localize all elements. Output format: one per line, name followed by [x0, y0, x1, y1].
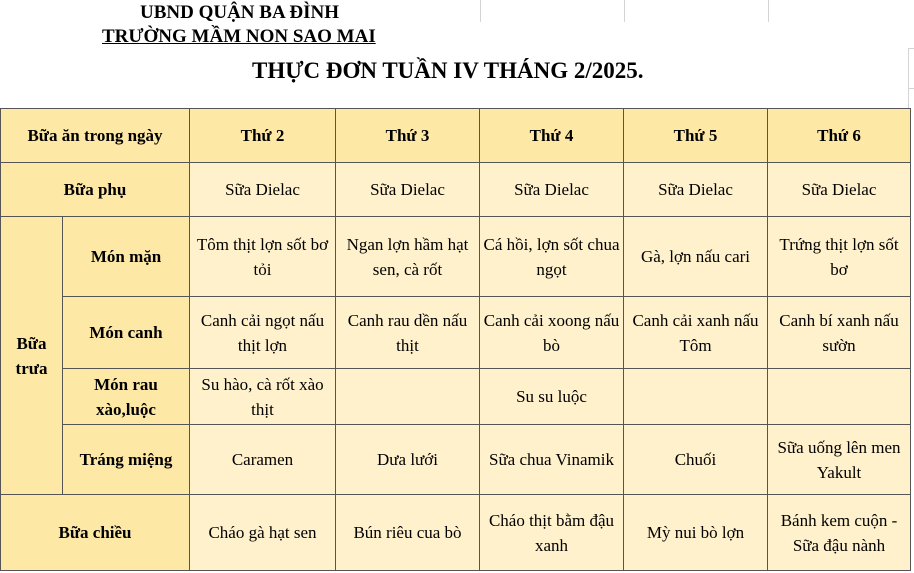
menu-cell: Canh cải ngọt nấu thịt lợn: [190, 297, 336, 369]
menu-cell: [624, 369, 768, 425]
corner-label: Bữa ăn trong ngày: [1, 109, 190, 163]
day-header: Thứ 3: [336, 109, 480, 163]
table-row: [1, 163, 911, 217]
menu-cell: [768, 369, 911, 425]
menu-cell: Su su luộc: [480, 369, 624, 425]
menu-cell: Sữa Dielac: [624, 163, 768, 217]
org-name: UBND QUẬN BA ĐÌNH: [140, 2, 339, 23]
weekly-menu-table: [0, 108, 911, 571]
meal-label: [1, 217, 63, 495]
dish-type-label: [63, 369, 190, 425]
menu-cell: Gà, lợn nấu cari: [624, 217, 768, 297]
sheet-gridline: [624, 0, 625, 22]
table-header-row: [1, 109, 911, 163]
menu-cell: Su hào, cà rốt xào thịt: [190, 369, 336, 425]
sheet-gridline: [908, 48, 909, 108]
menu-cell: Sữa Dielac: [768, 163, 911, 217]
meal-label: Bữa phụ: [1, 163, 190, 217]
sheet-gridline: [480, 0, 481, 22]
menu-cell: Sữa uống lên men Yakult: [768, 425, 911, 495]
menu-cell: Cháo thịt bằm đậu xanh: [480, 495, 624, 571]
menu-cell: Canh bí xanh nấu sườn: [768, 297, 911, 369]
menu-cell: [336, 369, 480, 425]
menu-cell: Canh cải xanh nấu Tôm: [624, 297, 768, 369]
dish-type-label: Món mặn: [63, 217, 190, 297]
day-header: Thứ 6: [768, 109, 911, 163]
menu-cell: Cháo gà hạt sen: [190, 495, 336, 571]
dish-type-label: Món canh: [63, 297, 190, 369]
table-row: [1, 369, 911, 425]
menu-cell: Mỳ nui bò lợn: [624, 495, 768, 571]
meal-label: Bữa chiều: [1, 495, 190, 571]
menu-cell: Sữa Dielac: [480, 163, 624, 217]
day-header: Thứ 2: [190, 109, 336, 163]
menu-cell: Cá hồi, lợn sốt chua ngọt: [480, 217, 624, 297]
vegetable-label: Món rau xào,luộc: [94, 374, 158, 419]
dish-type-label: Tráng miệng: [63, 425, 190, 495]
menu-cell: Caramen: [190, 425, 336, 495]
menu-cell: Chuối: [624, 425, 768, 495]
table-row: [1, 495, 911, 571]
menu-cell: Sữa chua Vinamik: [480, 425, 624, 495]
table-row: [1, 425, 911, 495]
day-header: Thứ 4: [480, 109, 624, 163]
menu-cell: Canh rau dền nấu thịt: [336, 297, 480, 369]
lunch-label: Bữa trưa: [15, 333, 48, 378]
menu-cell: Ngan lợn hầm hạt sen, cà rốt: [336, 217, 480, 297]
menu-cell: Tôm thịt lợn sốt bơ tỏi: [190, 217, 336, 297]
menu-cell: Sữa Dielac: [336, 163, 480, 217]
day-header: Thứ 5: [624, 109, 768, 163]
table-row: [1, 217, 911, 297]
menu-cell: Sữa Dielac: [190, 163, 336, 217]
sheet-gridline: [908, 48, 914, 49]
menu-cell: Canh cải xoong nấu bò: [480, 297, 624, 369]
menu-cell: Trứng thịt lợn sốt bơ: [768, 217, 911, 297]
menu-title: THỰC ĐƠN TUẦN IV THÁNG 2/2025.: [252, 58, 644, 83]
menu-cell: Dưa lưới: [336, 425, 480, 495]
sheet-gridline: [768, 0, 769, 22]
menu-cell: Bánh kem cuộn - Sữa đậu nành: [768, 495, 911, 571]
sheet-gridline: [908, 88, 914, 89]
school-name: TRƯỜNG MẦM NON SAO MAI: [102, 26, 376, 47]
table-row: [1, 297, 911, 369]
menu-cell: Bún riêu cua bò: [336, 495, 480, 571]
